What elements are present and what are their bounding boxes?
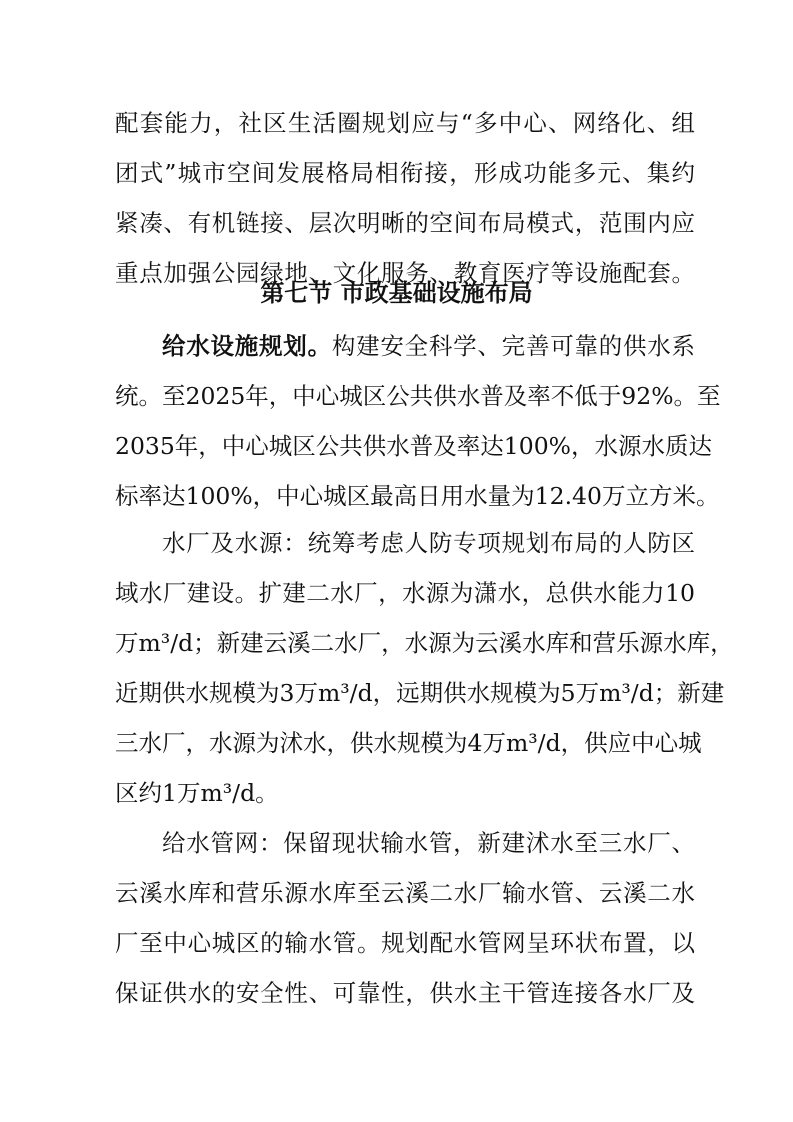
paragraph-line: 水厂及水源：统筹考虑人防专项规划布局的人防区 (162, 529, 695, 557)
water-supply-line-1-text: 构建安全科学、完善可靠的供水系 (331, 332, 696, 360)
paragraph-line: 配套能力，社区生活圈规划应与“多中心、网络化、组 (115, 109, 695, 137)
paragraph-line: 三水厂，水源为沭水，供水规模为4万m³/d，供应中心城 (115, 729, 702, 757)
paragraph-line: 统。至2025年，中心城区公共供水普及率不低于92%。至 (115, 382, 721, 410)
section-title: 第七节 市政基础设施布局 (260, 279, 533, 307)
paragraph-line: 重点加强公园绿地、文化服务、教育医疗等设施配套。 (115, 259, 695, 287)
water-supply-line-1 (162, 323, 695, 369)
paragraph-line: 云溪水库和营乐源水库至云溪二水厂输水管、云溪二水 (115, 879, 695, 907)
paragraph-line: 团式”城市空间发展格局相衔接，形成功能多元、集约 (115, 159, 695, 187)
paragraph-line: 紧凑、有机链接、层次明晰的空间布局模式，范围内应 (115, 209, 695, 237)
paragraph-line: 万m³/d；新建云溪二水厂，水源为云溪水库和营乐源水库， (115, 629, 734, 657)
water-supply-heading: 给水设施规划。 (162, 332, 332, 360)
paragraph-line: 区约1万m³/d。 (115, 779, 279, 807)
paragraph-line: 近期供水规模为3万m³/d，远期供水规模为5万m³/d；新建 (115, 679, 725, 707)
paragraph-line: 厂至中心城区的输水管。规划配水管网呈环状布置，以 (115, 929, 695, 957)
paragraph-line: 域水厂建设。扩建二水厂，水源为潇水，总供水能力10 (115, 579, 695, 607)
paragraph-line: 保证供水的安全性、可靠性，供水主干管连接各水厂及 (115, 979, 695, 1007)
paragraph-line: 标率达100%，中心城区最高日用水量为12.40万立方米。 (115, 482, 720, 510)
paragraph-line: 2035年，中心城区公共供水普及率达100%，水源水质达 (115, 432, 712, 460)
paragraph-line: 给水管网：保留现状输水管，新建沭水至三水厂、 (162, 829, 695, 857)
